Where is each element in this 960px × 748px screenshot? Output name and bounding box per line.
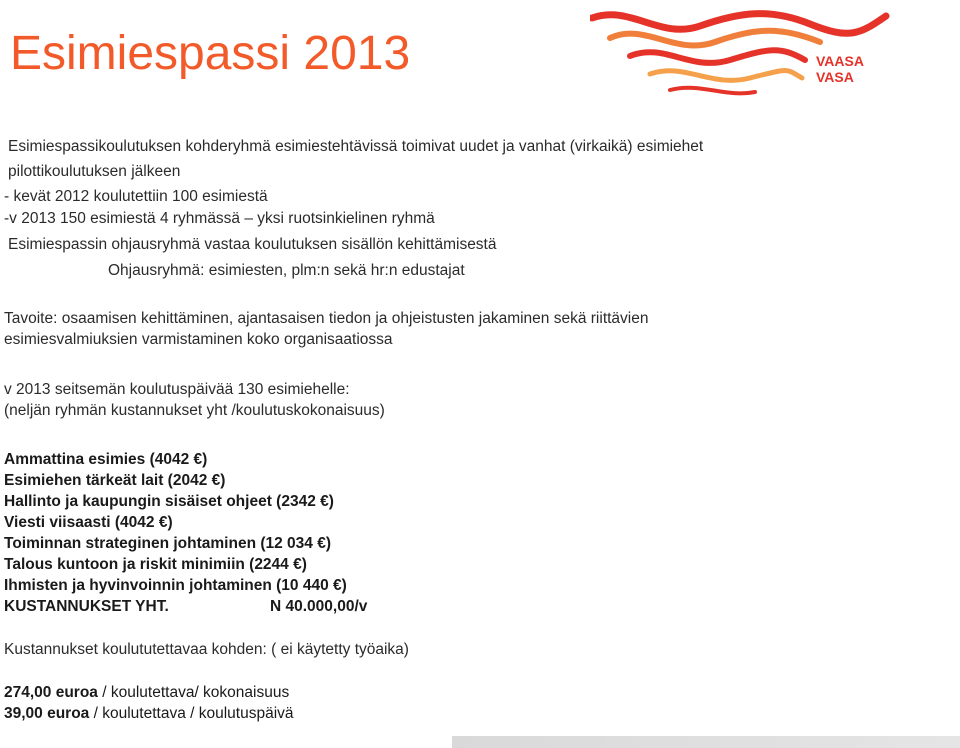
vaasa-vasa-logo (590, 4, 890, 100)
course-item: Viesti viisaasti (4042 €) (4, 514, 173, 531)
total-value: N 40.000,00/v (270, 598, 368, 615)
per-person-total-amount: 274,00 euroa (4, 684, 98, 701)
per-person-daily-desc: / koulutettava / koulutuspäivä (89, 705, 294, 722)
course-item: Esimiehen tärkeät lait (2042 €) (4, 472, 226, 489)
logo-wave-1 (592, 14, 886, 34)
goal-line-2: esimiesvalmiuksien varmistaminen koko organisaatiossa (4, 331, 393, 348)
logo-wave-3 (630, 50, 805, 63)
intro-line-4: -v 2013 150 esimiestä 4 ryhmässä – yksi ruotsinkielinen ryhmä (4, 210, 435, 227)
per-person-total (4, 684, 289, 702)
course-item: Ihmisten ja hyvinvoinnin johtaminen (10 440 €) (4, 577, 347, 594)
costs-note: Kustannukset koulututettavaa kohden: ( ei käytetty työaika) (4, 641, 409, 658)
intro-line-6: Ohjausryhmä: esimiesten, plm:n sekä hr:n edustajat (108, 262, 465, 279)
logo-text-vaasa: VAASA (816, 53, 864, 69)
intro-line-2: pilottikoulutuksen jälkeen (8, 163, 181, 180)
intro-line-5: Esimiespassin ohjausryhmä vastaa koulutuksen sisällön kehittämisestä (8, 236, 497, 253)
course-item: Hallinto ja kaupungin sisäiset ohjeet (2342 €) (4, 493, 334, 510)
training-line-1: v 2013 seitsemän koulutuspäivää 130 esimiehelle: (4, 381, 350, 398)
course-item: Ammattina esimies (4042 €) (4, 451, 208, 468)
footer-bar (452, 736, 960, 748)
course-item: Toiminnan strateginen johtaminen (12 034 €) (4, 535, 331, 552)
page-title: Esimiespassi 2013 (10, 27, 411, 80)
goal-line-1: Tavoite: osaamisen kehittäminen, ajantasaisen tiedon ja ohjeistusten jakaminen sekä riittävien (4, 310, 649, 327)
per-person-daily-amount: 39,00 euroa (4, 705, 90, 722)
logo-wave-5 (670, 88, 755, 94)
logo-wave-4 (650, 71, 802, 81)
logo-wave-2 (610, 31, 820, 46)
logo-text-vasa: VASA (816, 69, 854, 85)
total-label: KUSTANNUKSET YHT. (4, 598, 169, 615)
course-item: Talous kuntoon ja riskit minimiin (2244 €) (4, 556, 307, 573)
per-person-total-desc: / koulutettava/ kokonaisuus (97, 684, 290, 701)
per-person-daily (4, 705, 294, 723)
intro-line-3: - kevät 2012 koulutettiin 100 esimiestä (4, 188, 268, 205)
intro-line-1: Esimiespassikoulutuksen kohderyhmä esimiestehtävissä toimivat uudet ja vanhat (virkaikä) esimiehet (8, 138, 704, 155)
training-line-2: (neljän ryhmän kustannukset yht /koulutuskokonaisuus) (4, 402, 385, 419)
